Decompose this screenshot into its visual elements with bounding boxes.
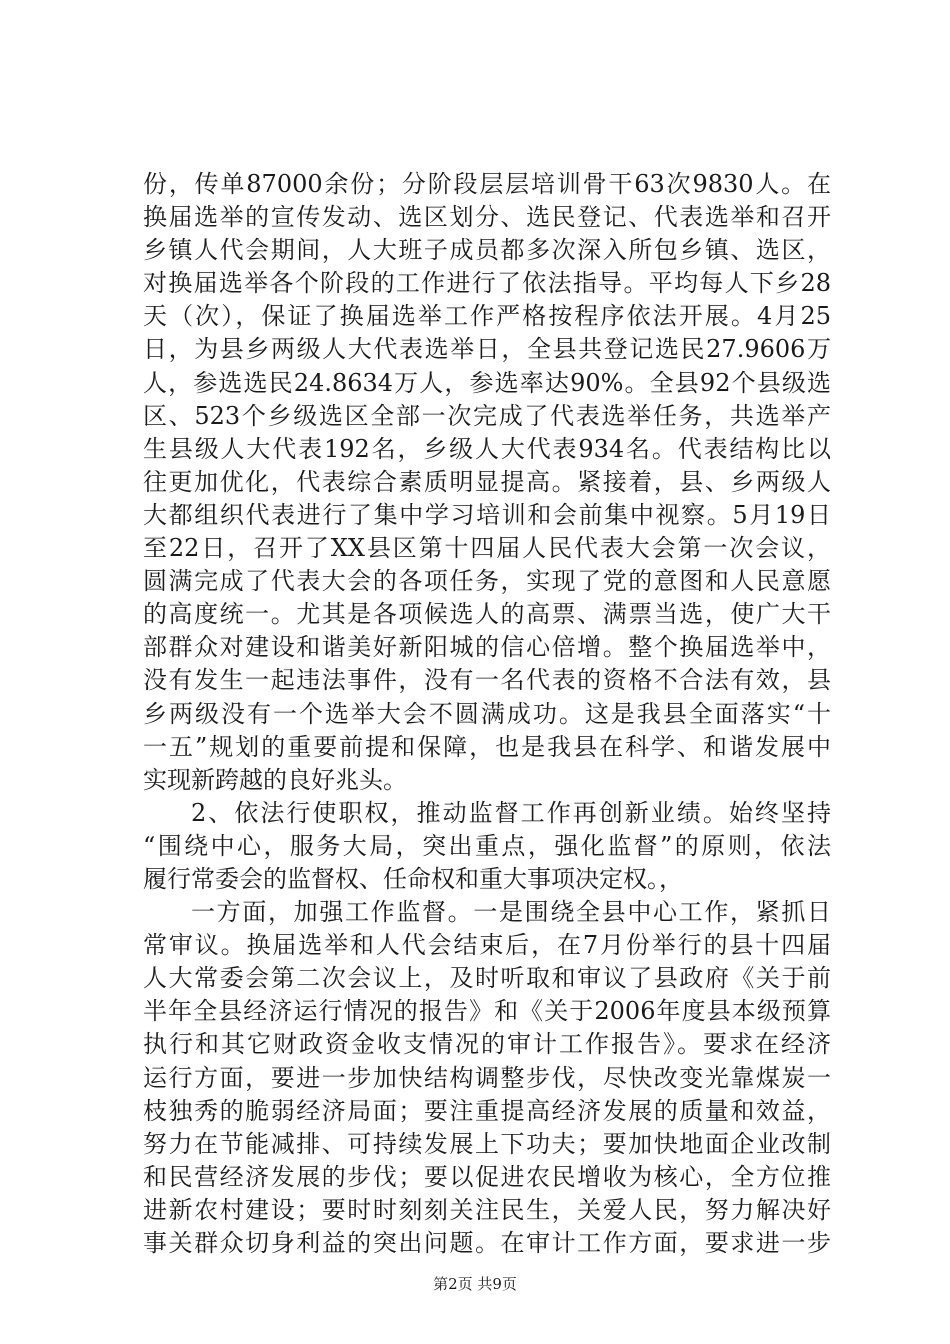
text-line: 生县级人大代表192名，乡级人大代表934名。代表结构比以: [143, 434, 831, 463]
text-line: 努力在节能减排、可持续发展上下功夫；要加快地面企业改制: [143, 1129, 831, 1158]
text-line: 一五”规划的重要前提和保障，也是我县在科学、和谐发展中: [143, 732, 831, 761]
text-line: 事关群众切身利益的突出问题。在审计工作方面，要求进一步: [143, 1229, 831, 1257]
text-line: 区、523个乡级选区全部一次完成了代表选举任务，共选举产: [143, 401, 831, 430]
text-line: 大都组织代表进行了集中学习培训和会前集中视察。5月19日: [143, 500, 831, 529]
text-line: 运行方面，要进一步加快结构调整步伐，尽快改变光靠煤炭一: [143, 1063, 831, 1092]
text-line: 没有发生一起违法事件，没有一名代表的资格不合法有效，县: [143, 666, 831, 695]
text-line: 进新农村建设；要时时刻刻关注民生，关爱人民，努力解决好: [143, 1195, 831, 1224]
text-line: 和民营经济发展的步伐；要以促进农民增收为核心，全方位推: [143, 1162, 831, 1191]
text-line: 执行和其它财政资金收支情况的审计工作报告》。要求在经济: [143, 1030, 831, 1059]
page-number-footer: 第2页 共9页: [433, 1275, 517, 1293]
text-line: 履行常委会的监督权、任命权和重大事项决定权。，: [143, 864, 683, 893]
text-line: 常审议。换届选举和人代会结束后，在7月份举行的县十四届: [143, 931, 831, 960]
text-line: “围绕中心，服务大局，突出重点，强化监督”的原则，依法: [143, 831, 831, 860]
paragraph-start-line: 一方面，加强工作监督。一是围绕全县中心工作，紧抓日: [191, 898, 831, 927]
text-line: 人，参选选民24.8634万人，参选率达90%。全县92个县级选: [143, 368, 831, 397]
text-line: 乡镇人代会期间，人大班子成员都多次深入所包乡镇、选区，: [143, 236, 831, 265]
text-line: 半年全县经济运行情况的报告》和《关于2006年度县本级预算: [143, 997, 831, 1026]
text-line: 换届选举的宣传发动、选区划分、选民登记、代表选举和召开: [143, 203, 831, 232]
paragraph-start-line: 2、依法行使职权，推动监督工作再创新业绩。始终坚持: [191, 798, 831, 827]
text-line: 对换届选举各个阶段的工作进行了依法指导。平均每人下乡28: [143, 269, 831, 298]
text-line: 的高度统一。尤其是各项候选人的高票、满票当选，使广大干: [143, 600, 831, 629]
text-line: 枝独秀的脆弱经济局面；要注重提高经济发展的质量和效益，: [143, 1096, 831, 1125]
text-line: 往更加优化，代表综合素质明显提高。紧接着，县、乡两级人: [143, 467, 831, 496]
text-line: 日，为县乡两级人大代表选举日，全县共登记选民27.9606万: [143, 335, 831, 364]
body-text: [143, 168, 831, 1260]
text-line: 份，传单87000余份；分阶段层层培训骨干63次9830人。在: [143, 170, 831, 198]
text-line: 部群众对建设和谐美好新阳城的信心倍增。整个换届选举中，: [143, 633, 831, 662]
text-line: 至22日，召开了XX县区第十四届人民代表大会第一次会议，: [143, 534, 831, 563]
text-line: 圆满完成了代表大会的各项任务，实现了党的意图和人民意愿: [143, 567, 831, 596]
text-line: 天（次），保证了换届选举工作严格按程序依法开展。4月25: [143, 302, 831, 331]
text-line: 实现新跨越的良好兆头。: [143, 765, 407, 794]
text-line: 乡两级没有一个选举大会不圆满成功。这是我县全面落实“十: [143, 699, 831, 728]
text-line: 人大常委会第二次会议上，及时听取和审议了县政府《关于前: [143, 964, 831, 993]
